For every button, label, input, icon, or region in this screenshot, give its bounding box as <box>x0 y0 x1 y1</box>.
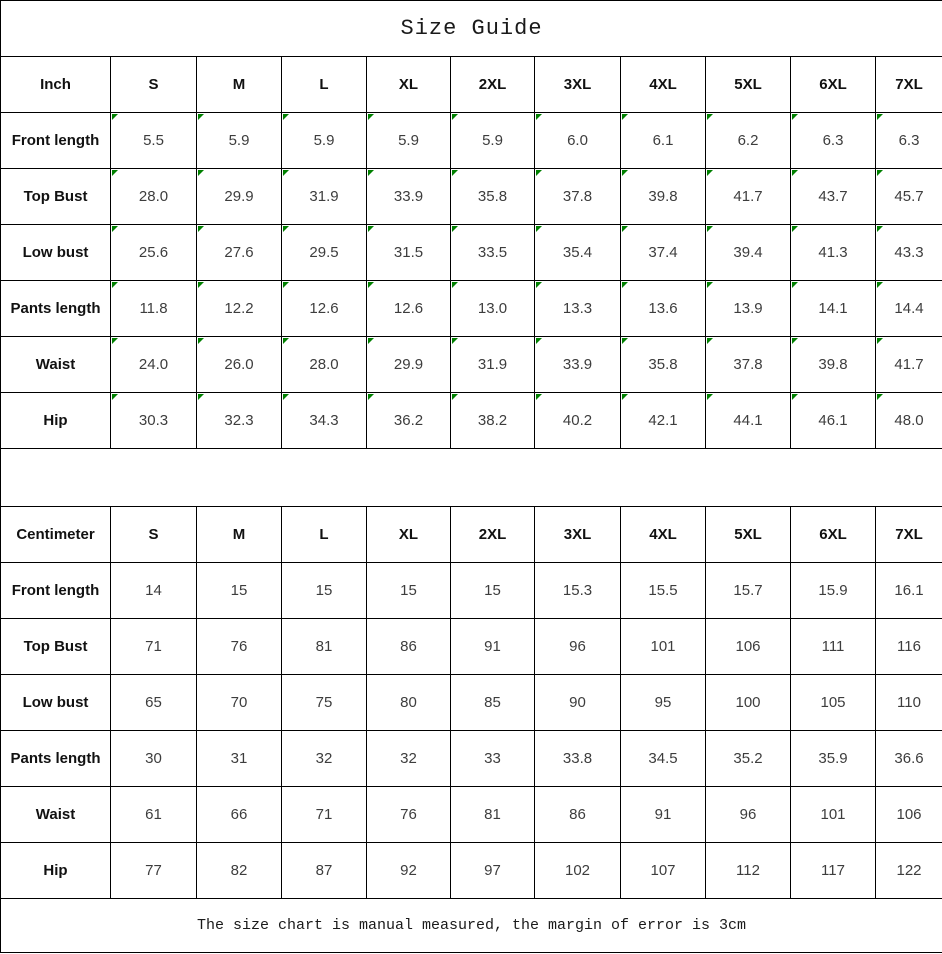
measurement-value-cell: 86 <box>367 619 451 675</box>
measurement-value-cell: 32 <box>282 731 367 787</box>
measurement-value-cell: 35.2 <box>706 731 791 787</box>
measurement-value-cell: 35.8 <box>451 169 535 225</box>
measurement-row <box>1 113 942 169</box>
size-header-cell: 2XL <box>451 57 535 113</box>
size-header-cell: 4XL <box>621 57 706 113</box>
measurement-value-cell: 13.6 <box>621 281 706 337</box>
size-header-cell: M <box>197 57 282 113</box>
measurement-label-cell: Front length <box>1 563 111 619</box>
measurement-value-cell: 16.1 <box>876 563 942 619</box>
measurement-value-cell: 116 <box>876 619 942 675</box>
size-header-cell: XL <box>367 57 451 113</box>
measurement-value-cell: 71 <box>282 787 367 843</box>
measurement-value-cell: 6.0 <box>535 113 621 169</box>
measurement-value-cell: 96 <box>535 619 621 675</box>
measurement-value-cell: 32.3 <box>197 393 282 449</box>
measurement-value-cell: 45.7 <box>876 169 942 225</box>
measurement-value-cell: 41.7 <box>706 169 791 225</box>
footer-row <box>1 899 942 953</box>
size-header-cell: 7XL <box>876 507 942 563</box>
measurement-value-cell: 39.8 <box>791 337 876 393</box>
measurement-value-cell: 122 <box>876 843 942 899</box>
page-title: Size Guide <box>1 1 942 57</box>
measurement-value-cell: 117 <box>791 843 876 899</box>
measurement-value-cell: 42.1 <box>621 393 706 449</box>
measurement-value-cell: 101 <box>791 787 876 843</box>
measurement-value-cell: 81 <box>451 787 535 843</box>
measurement-value-cell: 35.8 <box>621 337 706 393</box>
measurement-value-cell: 11.8 <box>111 281 197 337</box>
measurement-value-cell: 15.9 <box>791 563 876 619</box>
measurement-value-cell: 31.9 <box>282 169 367 225</box>
measurement-value-cell: 31 <box>197 731 282 787</box>
measurement-value-cell: 36.6 <box>876 731 942 787</box>
measurement-value-cell: 30.3 <box>111 393 197 449</box>
measurement-value-cell: 87 <box>282 843 367 899</box>
measurement-value-cell: 106 <box>706 619 791 675</box>
measurement-value-cell: 101 <box>621 619 706 675</box>
measurement-value-cell: 70 <box>197 675 282 731</box>
measurement-value-cell: 15.3 <box>535 563 621 619</box>
measurement-row <box>1 843 942 899</box>
measurement-value-cell: 110 <box>876 675 942 731</box>
measurement-value-cell: 29.5 <box>282 225 367 281</box>
size-header-cell: 5XL <box>706 57 791 113</box>
size-header-cell: 6XL <box>791 507 876 563</box>
measurement-value-cell: 33 <box>451 731 535 787</box>
measurement-value-cell: 12.2 <box>197 281 282 337</box>
measurement-value-cell: 6.1 <box>621 113 706 169</box>
measurement-label-cell: Hip <box>1 843 111 899</box>
measurement-value-cell: 5.9 <box>367 113 451 169</box>
measurement-value-cell: 65 <box>111 675 197 731</box>
measurement-value-cell: 13.0 <box>451 281 535 337</box>
measurement-value-cell: 105 <box>791 675 876 731</box>
size-header-cell: S <box>111 507 197 563</box>
size-header-cell: 2XL <box>451 507 535 563</box>
size-header-cell: 6XL <box>791 57 876 113</box>
measurement-value-cell: 91 <box>451 619 535 675</box>
measurement-value-cell: 33.9 <box>367 169 451 225</box>
measurement-value-cell: 39.4 <box>706 225 791 281</box>
size-header-cell: 7XL <box>876 57 942 113</box>
measurement-row <box>1 169 942 225</box>
measurement-value-cell: 5.5 <box>111 113 197 169</box>
size-header-cell: M <box>197 507 282 563</box>
measurement-value-cell: 28.0 <box>282 337 367 393</box>
measurement-value-cell: 12.6 <box>367 281 451 337</box>
measurement-value-cell: 43.3 <box>876 225 942 281</box>
measurement-value-cell: 86 <box>535 787 621 843</box>
measurement-value-cell: 5.9 <box>197 113 282 169</box>
measurement-value-cell: 26.0 <box>197 337 282 393</box>
measurement-value-cell: 37.4 <box>621 225 706 281</box>
measurement-value-cell: 61 <box>111 787 197 843</box>
measurement-value-cell: 38.2 <box>451 393 535 449</box>
measurement-value-cell: 15 <box>451 563 535 619</box>
measurement-value-cell: 41.7 <box>876 337 942 393</box>
measurement-value-cell: 76 <box>367 787 451 843</box>
measurement-value-cell: 46.1 <box>791 393 876 449</box>
measurement-value-cell: 35.4 <box>535 225 621 281</box>
measurement-value-cell: 33.8 <box>535 731 621 787</box>
measurement-value-cell: 25.6 <box>111 225 197 281</box>
size-header-cell: 3XL <box>535 57 621 113</box>
measurement-value-cell: 37.8 <box>535 169 621 225</box>
measurement-value-cell: 48.0 <box>876 393 942 449</box>
measurement-value-cell: 6.2 <box>706 113 791 169</box>
measurement-value-cell: 81 <box>282 619 367 675</box>
size-header-cell: L <box>282 57 367 113</box>
measurement-value-cell: 6.3 <box>876 113 942 169</box>
measurement-value-cell: 34.5 <box>621 731 706 787</box>
measurement-value-cell: 33.5 <box>451 225 535 281</box>
measurement-value-cell: 34.3 <box>282 393 367 449</box>
measurement-value-cell: 15 <box>367 563 451 619</box>
measurement-value-cell: 100 <box>706 675 791 731</box>
measurement-value-cell: 32 <box>367 731 451 787</box>
measurement-value-cell: 12.6 <box>282 281 367 337</box>
measurement-value-cell: 96 <box>706 787 791 843</box>
measurement-value-cell: 29.9 <box>367 337 451 393</box>
measurement-value-cell: 27.6 <box>197 225 282 281</box>
measurement-value-cell: 76 <box>197 619 282 675</box>
measurement-label-cell: Top Bust <box>1 169 111 225</box>
unit-header-cell: Centimeter <box>1 507 111 563</box>
measurement-value-cell: 29.9 <box>197 169 282 225</box>
measurement-row <box>1 337 942 393</box>
measurement-value-cell: 14 <box>111 563 197 619</box>
measurement-value-cell: 107 <box>621 843 706 899</box>
title-row <box>1 1 942 57</box>
measurement-label-cell: Pants length <box>1 281 111 337</box>
table-spacer-row <box>1 449 942 507</box>
measurement-value-cell: 77 <box>111 843 197 899</box>
size-header-row <box>1 57 942 113</box>
measurement-value-cell: 14.1 <box>791 281 876 337</box>
measurement-label-cell: Hip <box>1 393 111 449</box>
measurement-row <box>1 393 942 449</box>
measurement-value-cell: 37.8 <box>706 337 791 393</box>
measurement-value-cell: 33.9 <box>535 337 621 393</box>
measurement-value-cell: 13.9 <box>706 281 791 337</box>
footer-note: The size chart is manual measured, the margin of error is 3cm <box>1 899 942 953</box>
measurement-value-cell: 43.7 <box>791 169 876 225</box>
measurement-value-cell: 40.2 <box>535 393 621 449</box>
size-header-cell: 5XL <box>706 507 791 563</box>
measurement-value-cell: 71 <box>111 619 197 675</box>
measurement-value-cell: 14.4 <box>876 281 942 337</box>
measurement-row <box>1 619 942 675</box>
measurement-value-cell: 15.5 <box>621 563 706 619</box>
measurement-row <box>1 563 942 619</box>
measurement-value-cell: 112 <box>706 843 791 899</box>
measurement-value-cell: 102 <box>535 843 621 899</box>
measurement-label-cell: Top Bust <box>1 619 111 675</box>
measurement-value-cell: 13.3 <box>535 281 621 337</box>
measurement-value-cell: 39.8 <box>621 169 706 225</box>
measurement-value-cell: 41.3 <box>791 225 876 281</box>
measurement-value-cell: 15 <box>282 563 367 619</box>
size-header-row <box>1 507 942 563</box>
measurement-label-cell: Waist <box>1 787 111 843</box>
measurement-value-cell: 15 <box>197 563 282 619</box>
measurement-value-cell: 85 <box>451 675 535 731</box>
measurement-value-cell: 66 <box>197 787 282 843</box>
measurement-value-cell: 5.9 <box>451 113 535 169</box>
table-spacer-cell <box>1 449 942 507</box>
measurement-row <box>1 281 942 337</box>
measurement-value-cell: 82 <box>197 843 282 899</box>
measurement-label-cell: Front length <box>1 113 111 169</box>
measurement-value-cell: 30 <box>111 731 197 787</box>
size-header-cell: 4XL <box>621 507 706 563</box>
measurement-value-cell: 28.0 <box>111 169 197 225</box>
measurement-row <box>1 787 942 843</box>
measurement-value-cell: 91 <box>621 787 706 843</box>
measurement-value-cell: 111 <box>791 619 876 675</box>
measurement-value-cell: 95 <box>621 675 706 731</box>
measurement-value-cell: 92 <box>367 843 451 899</box>
measurement-value-cell: 31.9 <box>451 337 535 393</box>
size-header-cell: 3XL <box>535 507 621 563</box>
measurement-row <box>1 731 942 787</box>
unit-header-cell: Inch <box>1 57 111 113</box>
measurement-row <box>1 675 942 731</box>
measurement-value-cell: 36.2 <box>367 393 451 449</box>
measurement-value-cell: 15.7 <box>706 563 791 619</box>
measurement-label-cell: Waist <box>1 337 111 393</box>
measurement-value-cell: 75 <box>282 675 367 731</box>
measurement-row <box>1 225 942 281</box>
measurement-label-cell: Low bust <box>1 675 111 731</box>
measurement-value-cell: 6.3 <box>791 113 876 169</box>
measurement-value-cell: 24.0 <box>111 337 197 393</box>
measurement-value-cell: 97 <box>451 843 535 899</box>
measurement-value-cell: 44.1 <box>706 393 791 449</box>
measurement-value-cell: 35.9 <box>791 731 876 787</box>
measurement-label-cell: Low bust <box>1 225 111 281</box>
measurement-value-cell: 90 <box>535 675 621 731</box>
size-header-cell: L <box>282 507 367 563</box>
measurement-value-cell: 106 <box>876 787 942 843</box>
measurement-label-cell: Pants length <box>1 731 111 787</box>
measurement-value-cell: 31.5 <box>367 225 451 281</box>
measurement-value-cell: 5.9 <box>282 113 367 169</box>
size-header-cell: S <box>111 57 197 113</box>
measurement-value-cell: 80 <box>367 675 451 731</box>
size-header-cell: XL <box>367 507 451 563</box>
